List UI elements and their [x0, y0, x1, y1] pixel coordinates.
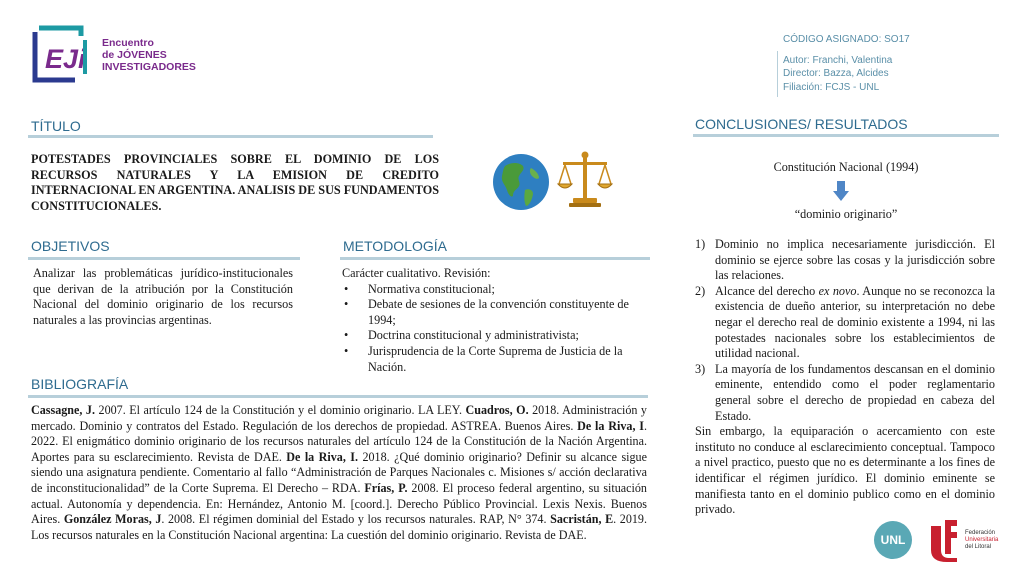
metodologia-item: • Normativa constitucional; [342, 282, 642, 298]
eji-logo-mark [31, 24, 93, 84]
conclusiones-closing: Sin embargo, la equiparación o acercamiento con este instituto no conduce al esclarecimiento conceptual. Tampoco a nivel practico, puesto que no es determinante a los fines de identificar el régimen jurídico. El dominio eminente se manifiesta tanto en el dominio publico como en el dominio privado. [695, 424, 995, 517]
fu-line3: del Litoral [965, 544, 992, 550]
down-arrow-icon [833, 181, 849, 201]
metodologia-heading: METODOLOGÍA [343, 238, 447, 254]
logo-line1: Encuentro [102, 37, 154, 49]
bib-entry: 2018. ¿Qué dominio originario? Definir su alcance sigue siendo una asignatura pendiente. Comentario al fallo “Administración de Parques Nacionales c. Misiones s/ acción declarativa de inconstitucionalidad” de la Corte Suprema. El Derecho – RDA. [31, 449, 647, 495]
bib-author: González Moras, J [63, 512, 162, 527]
conclusion-number: 2) [695, 283, 706, 298]
conclusion-text: La mayoría de los fundamentos descansan en el dominio eminente, entendido como el poder reglamentario general sobre el derecho de propiedad en cabeza del Estado. [715, 361, 995, 423]
metodologia-item: • Debate de sesiones de la convención constituyente de 1994; [342, 297, 642, 328]
conclusion-number: 1) [695, 237, 706, 251]
meta-affiliation: Filiación: FCJS - UNL [783, 81, 880, 93]
objetivos-heading: OBJETIVOS [31, 238, 110, 254]
conclusion-item [695, 362, 995, 424]
bib-entry: . 2019. Los recursos naturales en la Constitución Nacional argentina: La cuestión del dominio originario. Revista de DAE. [31, 512, 647, 542]
bibliografia-text [31, 403, 647, 543]
bib-author: De la Riva, I. [286, 449, 359, 464]
dominio-label: “dominio originario” [794, 207, 898, 221]
logo-line3: INVESTIGADORES [102, 61, 196, 73]
titulo-text: POTESTADES PROVINCIALES SOBRE EL DOMINIO DE LOS RECURSOS NATURALES Y LA EMISION DE CREDITO INTERNACIONAL EN ARGENTINA. ANALISIS DE SUS FUNDAMENTOS CONSTITUCIONALES. [31, 152, 439, 213]
bib-entry: 2007. El artículo 124 de la Constitución y el dominio originario. LA LEY. [95, 403, 466, 417]
objetivos-text: Analizar las problemáticas jurídico-institucionales que derivan de la atribución por la Constitución Nacional del dominio originario de los recursos naturales a las provincias argentinas. [33, 266, 293, 327]
metodologia-item: • Doctrina constitucional y administrativista; [342, 328, 642, 344]
meta-author: Autor: Franchi, Valentina [783, 54, 893, 66]
conclusiones-heading: CONCLUSIONES/ RESULTADOS [695, 116, 908, 132]
bib-author: De la Riva, I [577, 418, 644, 433]
conclusion-text-em: ex novo [818, 283, 857, 298]
metodologia-rule [340, 257, 650, 260]
unl-logo-text: UNL [880, 533, 906, 547]
bib-entry: . 2022. El enigmático dominio originario de los recursos naturales del artículo 124 de la Constitución de la Nación Argentina. Aportes para su esclarecimiento. Revista de DAE. [31, 418, 647, 464]
bib-author: Cuadros, O. [465, 403, 529, 417]
conclusiones-rule [693, 134, 999, 137]
meta-director: Director: Bazza, Alcides [783, 68, 889, 79]
metodologia-intro: Carácter cualitativo. Revisión: [342, 266, 491, 280]
svg-text:EJi: EJi [45, 44, 86, 74]
metodologia-item: • Jurisprudencia de la Corte Suprema de Justicia de la Nación. [342, 344, 642, 375]
titulo-heading: TÍTULO [31, 118, 81, 134]
conclusion-text-pre: Alcance del derecho [715, 283, 819, 298]
globe-icon [491, 152, 551, 212]
conclusion-text: Dominio no implica necesariamente jurisdicción. El dominio se ejerce sobre las cosas y la jurisdicción sobre las relaciones. [715, 237, 995, 283]
scales-of-justice-icon [557, 150, 613, 208]
objetivos-rule [28, 257, 300, 260]
conclusion-number: 3) [695, 361, 706, 376]
conclusion-item [695, 237, 995, 284]
bib-author: Cassagne, J. [31, 403, 95, 417]
conclusion-text-post: . Aunque no se reconozca la existencia de dueño anterior, su interpretación no debe negar el derecho real de dominio existente a 1994, ni las potestades nacionales sobre los establecimientos de utilidad nacional. [715, 283, 996, 361]
fu-line1: Federación [965, 530, 996, 536]
titulo-rule [28, 135, 433, 138]
bib-entry: 2008. El proceso federal argentino, su situación actual. Autonomía y dependencia. En: Hernández, Antonio M. [coord.]. Derecho Público Provincial. Lexis Nexis. Buenos Aires. [31, 480, 647, 527]
unl-logo [874, 521, 912, 559]
meta-block [777, 33, 910, 94]
bib-entry: 2018. Administración y mercado. Dominio y contratos del Estado. Regulación de los derechos de propiedad. ASTREA. Buenos Aires. [31, 403, 647, 433]
fu-line2: Universitaria [965, 537, 999, 543]
constitution-label: Constitución Nacional (1994) [773, 160, 919, 174]
logo-line2: de JÓVENES [102, 49, 167, 61]
eji-logo [31, 24, 201, 84]
bibliografia-rule [28, 395, 648, 398]
bib-author: Frías, P. [364, 480, 408, 495]
conclusiones-body [695, 237, 995, 518]
federacion-universitaria-logo [927, 520, 1019, 564]
fu-logo-mark [927, 520, 963, 562]
bib-author: Sacristán, E [550, 512, 614, 527]
conclusion-item [695, 284, 995, 362]
metodologia-list [342, 282, 642, 376]
metodologia-body [342, 266, 642, 375]
bibliografia-heading: BIBLIOGRAFÍA [31, 376, 129, 392]
conclusiones-list [695, 237, 995, 424]
meta-divider [777, 51, 778, 97]
assigned-code: CÓDIGO ASIGNADO: SO17 [783, 34, 910, 45]
bib-entry: . 2008. El régimen dominial del Estado y los recursos naturales. RAP, N° 374. [161, 512, 551, 527]
